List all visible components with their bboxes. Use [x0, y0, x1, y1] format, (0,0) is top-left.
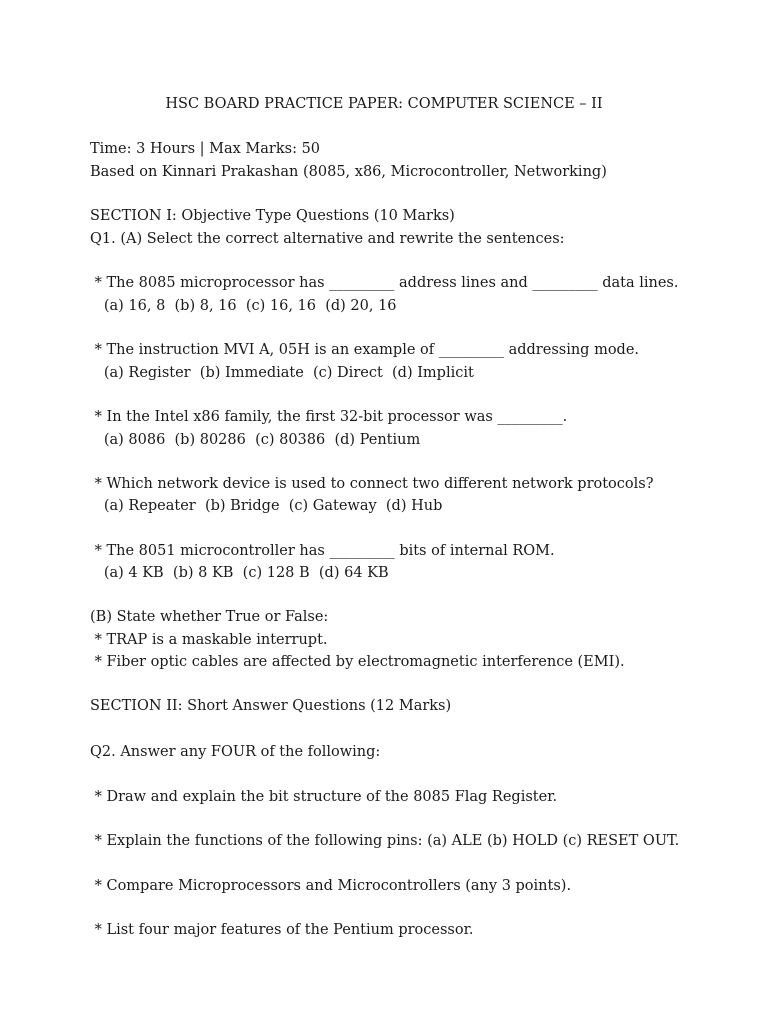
section-2-heading: SECTION II: Short Answer Questions (12 Marks) — [90, 698, 452, 714]
q1b-heading: (B) State whether True or False: — [90, 609, 329, 625]
short-answer-item-3: * Compare Microprocessors and Microcontrollers (any 3 points). — [90, 878, 572, 894]
mcq-question-1: * The 8085 microprocessor has _________ address lines and _________ data lines. — [90, 275, 679, 291]
q1a-heading: Q1. (A) Select the correct alternative and rewrite the sentences: — [90, 231, 565, 247]
mcq-options-1: (a) 16, 8 (b) 8, 16 (c) 16, 16 (d) 20, 16 — [90, 298, 397, 314]
short-answer-item-4: * List four major features of the Pentium processor. — [90, 922, 474, 938]
short-answer-item-1: * Draw and explain the bit structure of the 8085 Flag Register. — [90, 789, 558, 805]
mcq-options-5: (a) 4 KB (b) 8 KB (c) 128 B (d) 64 KB — [90, 565, 389, 581]
based-on-note: Based on Kinnari Prakashan (8085, x86, Microcontroller, Networking) — [90, 164, 607, 180]
mcq-question-4: * Which network device is used to connect two different network protocols? — [90, 476, 654, 492]
section-1-heading: SECTION I: Objective Type Questions (10 Marks) — [90, 208, 455, 224]
mcq-options-4: (a) Repeater (b) Bridge (c) Gateway (d) Hub — [90, 498, 443, 514]
true-false-item-2: * Fiber optic cables are affected by electromagnetic interference (EMI). — [90, 654, 625, 670]
mcq-question-2: * The instruction MVI A, 05H is an example of _________ addressing mode. — [90, 342, 640, 358]
mcq-question-5: * The 8051 microcontroller has _________ bits of internal ROM. — [90, 543, 555, 559]
paper-title: HSC BOARD PRACTICE PAPER: COMPUTER SCIENCE – II — [165, 96, 603, 112]
short-answer-item-2: * Explain the functions of the following pins: (a) ALE (b) HOLD (c) RESET OUT. — [90, 833, 680, 849]
q2-heading: Q2. Answer any FOUR of the following: — [90, 744, 381, 760]
mcq-question-3: * In the Intel x86 family, the first 32-bit processor was _________. — [90, 409, 568, 425]
true-false-item-1: * TRAP is a maskable interrupt. — [90, 632, 328, 648]
mcq-options-2: (a) Register (b) Immediate (c) Direct (d) Implicit — [90, 365, 474, 381]
time-and-marks: Time: 3 Hours | Max Marks: 50 — [90, 141, 321, 157]
mcq-options-3: (a) 8086 (b) 80286 (c) 80386 (d) Pentium — [90, 432, 421, 448]
